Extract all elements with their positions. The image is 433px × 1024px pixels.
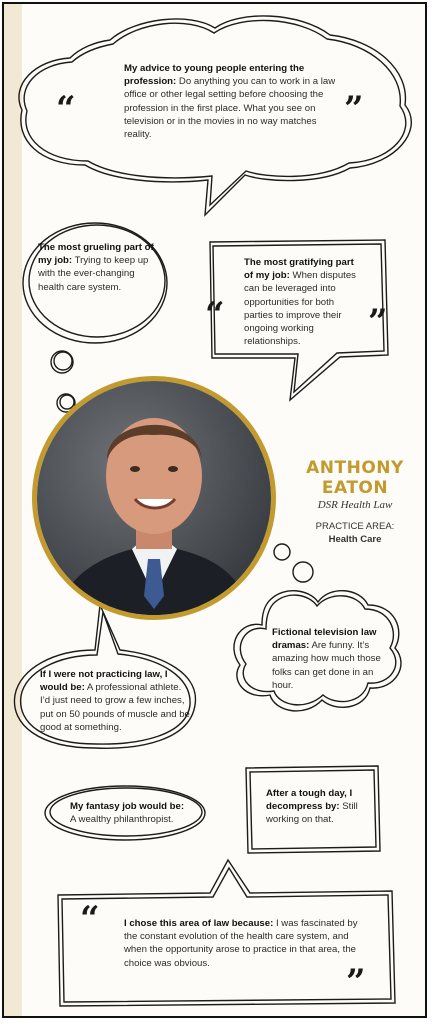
fantasy-body: A wealthy philanthropist. [70,814,174,826]
profile-first-name: ANTHONY [306,458,404,478]
tv-body: Are funny. It’s amazing how much those folks can get done in an hour. [272,640,381,691]
gratifying-text [244,256,364,348]
decompress-text [266,787,366,827]
advice-close-quote: ” [344,89,364,129]
grueling-text [38,241,156,294]
gratifying-close-quote: ” [368,302,388,342]
decompress-heading: After a tough day, I decompress by: [266,788,353,813]
practice-area-value: Health Care [328,534,382,545]
profile-firm: DSR Health Law [317,499,393,511]
practice-area-label: PRACTICE AREA: [315,521,395,532]
fantasy-text [70,800,190,826]
advice-body: Do anything you can to work in a law office or other legal setting before choosing the profession in the first place. What you see on television or in the movies in no way matches reality. [124,76,336,141]
gratifying-heading: The most gratifying part of my job: [244,257,354,282]
chose-body: I was fascinated by the constant evolution of the health care system, and when the opportunity arose to practice in that area, the choice was obvious. [124,918,358,969]
gratifying-open-quote: “ [205,295,225,335]
notlaw-text [40,668,190,734]
advice-open-quote: “ [56,89,76,129]
profile-name [300,458,410,498]
gratifying-body: When disputes can be leveraged into opportunities for both parties to improve their ongoing working relationships. [244,270,356,348]
chose-text [124,917,366,970]
practice-area [300,520,410,546]
decompress-body: Still working on that. [266,801,358,826]
portrait-photo [32,376,276,620]
notlaw-heading: If I were not practicing law, I would be: [40,669,168,694]
chose-open-quote: “ [80,899,100,939]
chose-heading: I chose this area of law because: [124,918,274,929]
notlaw-body: A professional athlete. I’d just need to grow a few inches, put on 50 pounds of muscle and be good at something. [40,682,190,733]
grueling-heading: The most grueling part of my job: [38,242,154,267]
grueling-body: Trying to keep up with the ever-changing health care system. [38,255,149,293]
advice-heading: My advice to young people entering the profession: [124,63,305,88]
tv-heading: Fictional television law dramas: [272,627,377,652]
portrait-illustration [37,381,271,615]
fantasy-heading: My fantasy job would be: [70,801,185,812]
advice-text [124,62,336,141]
profile-last-name: EATON [321,478,389,498]
tv-text [272,626,384,692]
chose-close-quote: ” [346,962,366,1002]
